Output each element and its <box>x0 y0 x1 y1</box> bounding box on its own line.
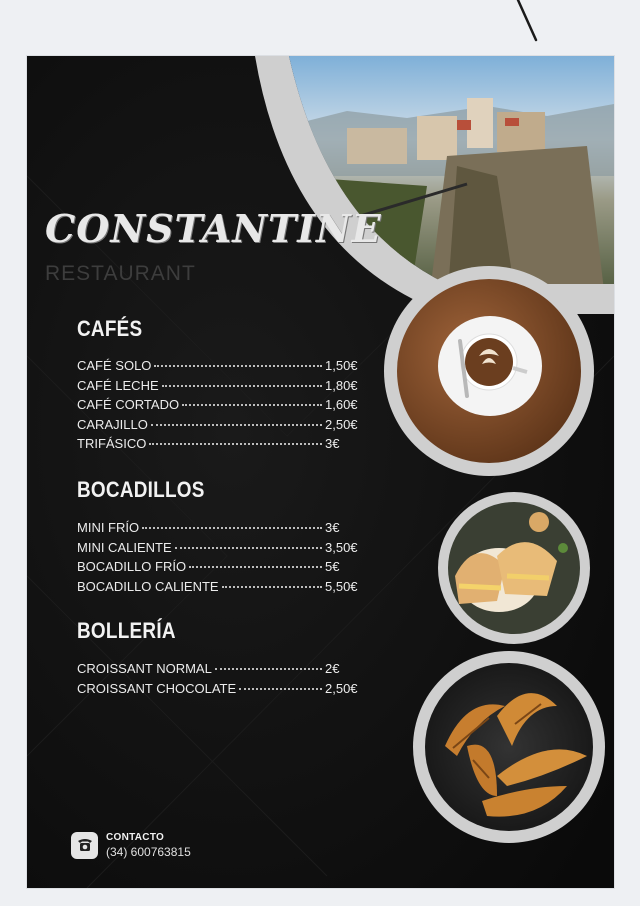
menu-item-price: 1,50€ <box>325 358 358 373</box>
menu-item-name: CARAJILLO <box>77 416 148 432</box>
menu-item-price: 5,50€ <box>325 578 358 594</box>
menu-item-name: MINI FRÍO <box>77 520 140 535</box>
menu-item <box>77 417 367 437</box>
dotted-leader <box>182 404 322 406</box>
section-heading-bocadillos: BOCADILLOS <box>77 477 205 502</box>
photo-collage <box>27 56 614 888</box>
dotted-leader <box>175 547 322 549</box>
dotted-leader <box>154 365 322 367</box>
contact-block <box>71 830 191 860</box>
dotted-leader <box>239 688 322 690</box>
contact-phone: (34) 600763815 <box>106 845 191 859</box>
menu-item-price: 3,50€ <box>325 539 358 555</box>
menu-item-name: TRIFÁSICO <box>77 436 147 452</box>
menu-item <box>77 520 367 540</box>
menu-item-name: BOCADILLO CALIENTE <box>77 578 219 594</box>
coffee-cup-photo <box>384 266 594 476</box>
menu-item-price: 3€ <box>325 520 340 535</box>
telephone-icon <box>71 832 98 859</box>
menu-item-price: 1,80€ <box>325 377 358 393</box>
menu-item-price: 2€ <box>325 661 340 676</box>
menu-list-bocadillos <box>77 520 367 598</box>
dotted-leader <box>215 668 322 670</box>
menu-item <box>77 661 367 681</box>
decorative-stroke <box>0 0 640 60</box>
menu-item-price: 2,50€ <box>325 416 358 432</box>
menu-item <box>77 397 367 417</box>
menu-poster <box>27 56 614 888</box>
section-heading-bolleria: BOLLERÍA <box>77 618 176 643</box>
menu-item <box>77 681 367 701</box>
menu-item <box>77 378 367 398</box>
restaurant-subtitle: RESTAURANT <box>45 262 196 285</box>
menu-item-price: 2,50€ <box>325 680 358 696</box>
menu-item-price: 5€ <box>325 559 340 575</box>
menu-item-name: MINI CALIENTE <box>77 539 172 555</box>
menu-item <box>77 579 367 599</box>
menu-item <box>77 559 367 579</box>
dotted-leader <box>149 443 322 445</box>
croissant-plate-photo <box>413 651 605 843</box>
menu-item <box>77 358 367 378</box>
dotted-leader <box>189 566 322 568</box>
sandwich-photo <box>438 492 590 644</box>
menu-item-name: CROISSANT NORMAL <box>77 661 212 676</box>
menu-list-cafes <box>77 358 367 456</box>
menu-item <box>77 436 367 456</box>
menu-list-bolleria <box>77 661 367 700</box>
dotted-leader <box>162 385 322 387</box>
menu-item-name: CAFÉ SOLO <box>77 358 152 373</box>
menu-item-name: CAFÉ CORTADO <box>77 397 180 413</box>
dotted-leader <box>222 586 322 588</box>
dotted-leader <box>151 424 322 426</box>
restaurant-name: CONSTANTINE <box>45 206 382 251</box>
menu-item-name: CROISSANT CHOCOLATE <box>77 680 237 696</box>
menu-item-price: 3€ <box>325 436 340 452</box>
section-heading-cafes: CAFÉS <box>77 316 143 341</box>
menu-item <box>77 540 367 560</box>
menu-item-name: BOCADILLO FRÍO <box>77 559 187 575</box>
menu-item-name: CAFÉ LECHE <box>77 377 159 393</box>
contact-label: CONTACTO <box>106 832 165 843</box>
menu-item-price: 1,60€ <box>325 397 358 413</box>
dotted-leader <box>142 527 322 529</box>
